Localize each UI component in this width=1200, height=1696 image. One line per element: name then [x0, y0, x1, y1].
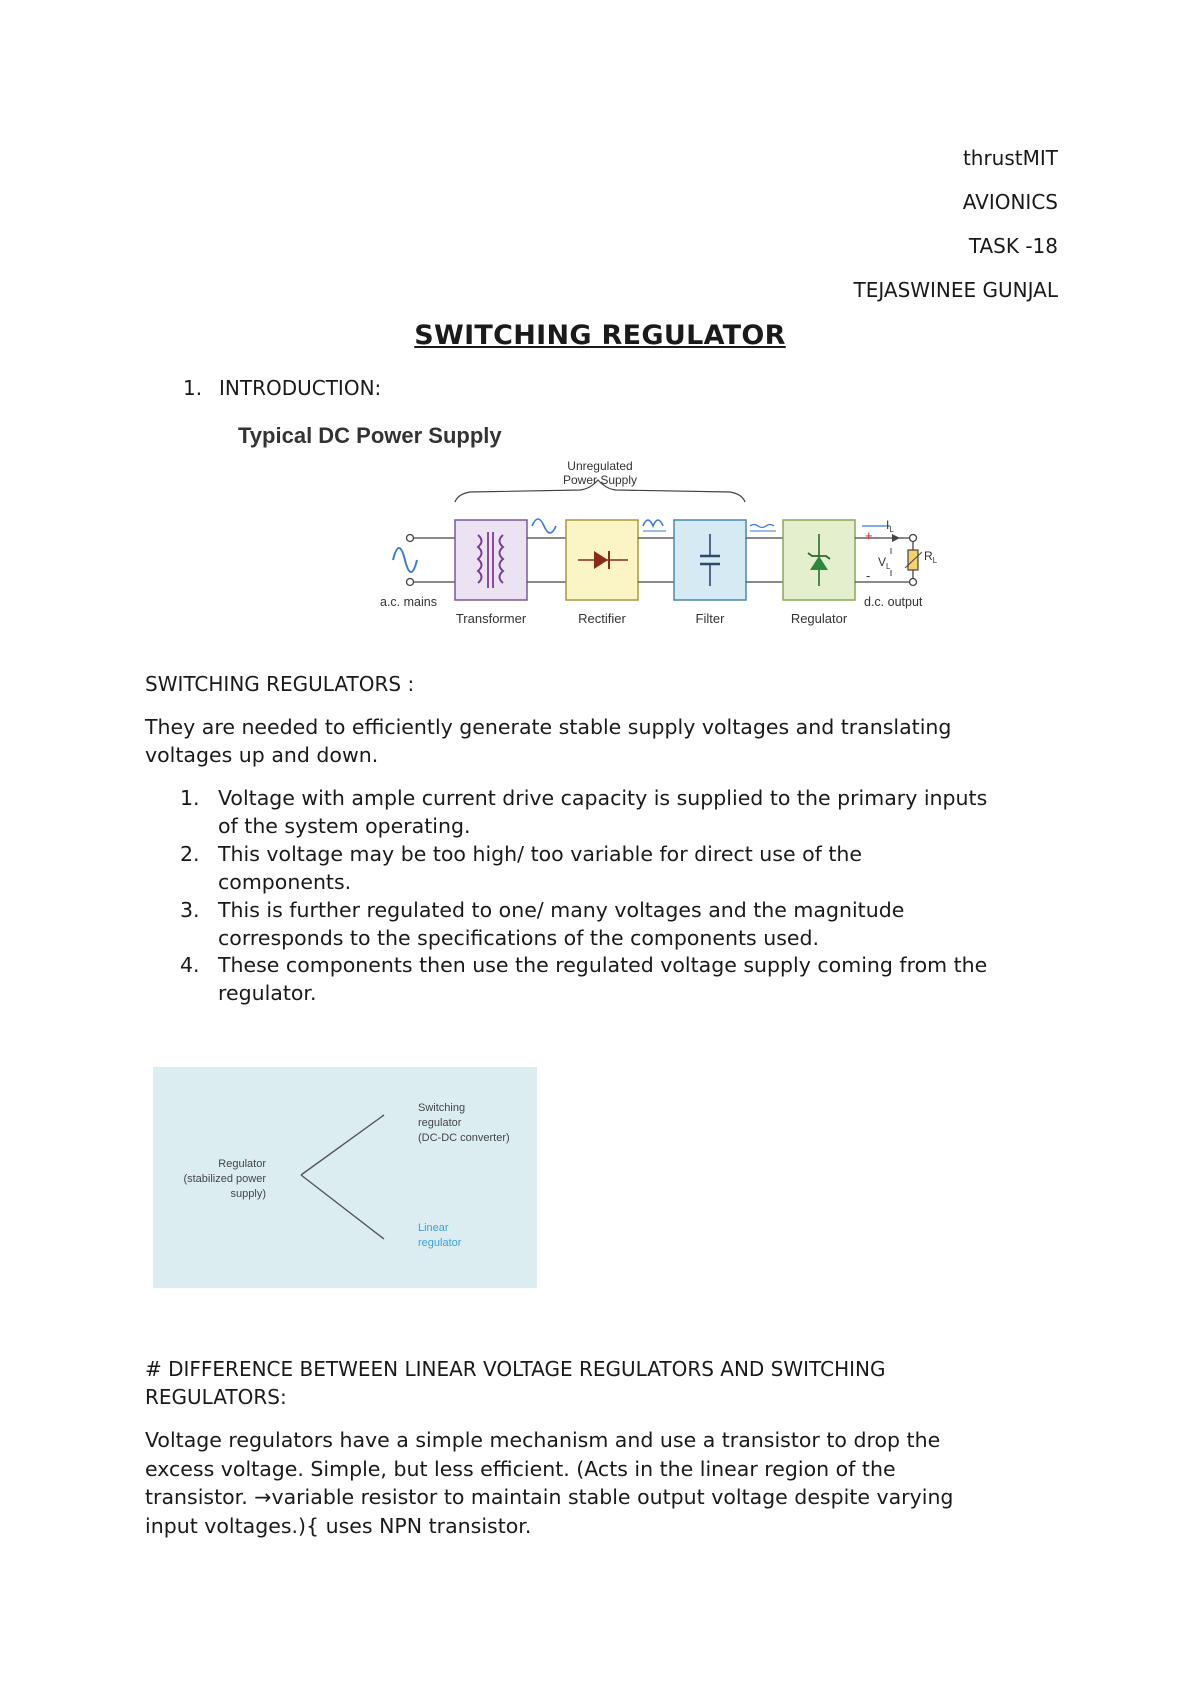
filter-block: [674, 520, 746, 600]
svg-text:IL: [886, 518, 894, 534]
root-label-2: (stabilized power: [183, 1173, 266, 1185]
difference-para-line3b: variable resistor to maintain stable output voltage despite varying: [271, 1485, 954, 1509]
list-item: [180, 897, 1060, 952]
intro-heading: [183, 374, 381, 402]
minus-sign: -: [866, 568, 871, 583]
current-arrow-icon: [892, 534, 900, 542]
header-task: TASK -18: [968, 234, 1058, 258]
top-label-2: regulator: [418, 1117, 462, 1129]
output-label: d.c. output: [864, 595, 923, 609]
block-label-filter: Filter: [695, 611, 725, 626]
svg-text:VL: [878, 555, 891, 571]
list-item-text: These components then use the regulated voltage supply coming from the: [218, 953, 988, 977]
list-item-text: This is further regulated to one/ many voltages and the magnitude: [218, 898, 905, 922]
list-item-number: 4.: [180, 953, 200, 977]
svg-text:RL: [924, 549, 938, 565]
ac-wave-icon: [532, 519, 556, 533]
header-dept: AVIONICS: [962, 190, 1058, 214]
plus-sign: +: [865, 528, 873, 543]
load-label: R: [924, 549, 933, 563]
bracket-label-line1: Unregulated: [567, 459, 633, 473]
page-title: SWITCHING REGULATOR: [414, 320, 786, 351]
input-label: a.c. mains: [380, 595, 437, 609]
bracket-label-line2: Power Supply: [562, 473, 638, 487]
root-label-3: supply): [230, 1188, 266, 1200]
difference-para-line3a: transistor.: [145, 1485, 255, 1509]
list-item-text: of the system operating.: [218, 813, 471, 838]
transformer-block: [455, 520, 527, 600]
difference-heading: [145, 1355, 1055, 1411]
difference-para-line1: Voltage regulators have a simple mechanism and use a transistor to drop the: [145, 1428, 941, 1452]
list-item-text: components.: [218, 869, 352, 894]
list-item-text: This voltage may be too high/ too variable for direct use of the: [218, 842, 862, 866]
current-sub: L: [889, 525, 894, 534]
regulator-types-figure: [153, 1067, 537, 1288]
header-org: thrustMIT: [962, 146, 1058, 170]
bottom-label-1: Linear: [418, 1222, 449, 1234]
list-item-text: corresponds to the specifications of the components used.: [218, 925, 820, 950]
list-item-text: Voltage with ample current drive capacity is supplied to the primary inputs: [218, 786, 988, 810]
header-author: TEJASWINEE GUNJAL: [853, 278, 1058, 302]
list-item: [180, 952, 1060, 1007]
difference-para-line4: input voltages.){ uses NPN transistor.: [145, 1513, 532, 1538]
intro-label: INTRODUCTION:: [219, 376, 382, 400]
list-item-number: 2.: [180, 842, 200, 866]
ripple-wave-icon: [750, 525, 774, 528]
difference-paragraph: [145, 1426, 1055, 1540]
block-label-transformer: Transformer: [455, 611, 527, 626]
root-label-1: Regulator: [218, 1158, 266, 1170]
arrow-icon: →: [254, 1485, 272, 1509]
block-label-rectifier: Rectifier: [578, 611, 626, 626]
switching-heading: SWITCHING REGULATORS :: [145, 672, 415, 696]
bottom-label-2: regulator: [418, 1237, 462, 1249]
voltage-label: V: [878, 555, 887, 569]
top-label-1: Switching: [418, 1102, 466, 1114]
intro-number: 1.: [183, 376, 203, 400]
current-label: I: [886, 518, 890, 532]
figure1-title: Typical DC Power Supply: [238, 423, 502, 448]
list-item-text: regulator.: [218, 980, 317, 1005]
rectified-wave-icon: [643, 520, 663, 526]
dc-power-supply-figure: [230, 410, 960, 640]
ac-sine-icon: [393, 548, 417, 572]
voltage-sub: L: [886, 562, 891, 571]
difference-para-line2: excess voltage. Simple, but less efficient. (Acts in the linear region of the: [145, 1456, 896, 1481]
block-label-regulator: Regulator: [790, 611, 848, 626]
list-item: [180, 841, 1060, 896]
difference-heading-line2: REGULATORS:: [145, 1385, 287, 1409]
top-label-3: (DC-DC converter): [418, 1132, 510, 1144]
load-sub: L: [932, 556, 938, 565]
list-item: [180, 785, 1060, 840]
difference-heading-line1: # DIFFERENCE BETWEEN LINEAR VOLTAGE REGULATORS AND SWITCHING: [145, 1357, 886, 1381]
list-item-number: 1.: [180, 786, 200, 810]
switching-intro-para: They are needed to efficiently generate stable supply voltages and translating voltages up and down.: [145, 715, 952, 767]
list-item-number: 3.: [180, 898, 200, 922]
